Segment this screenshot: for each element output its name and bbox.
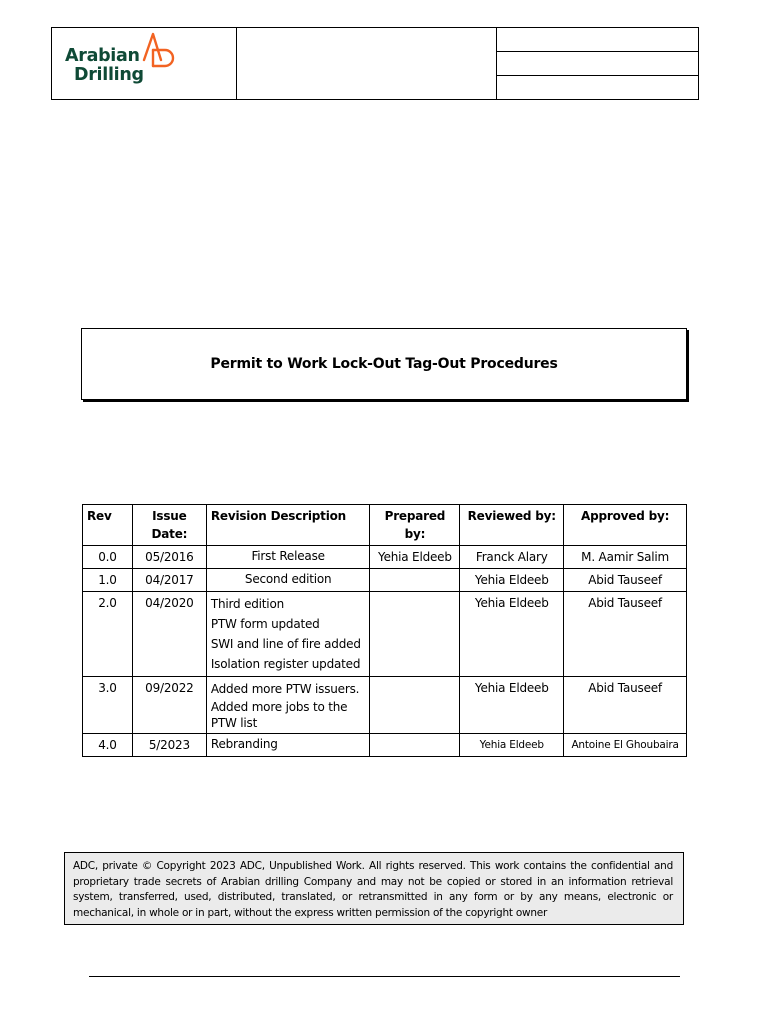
description-line: PTW list xyxy=(210,716,258,730)
cell-reviewed-by: Yehia Eldeeb xyxy=(460,569,564,592)
cell-description xyxy=(206,677,370,734)
logo-line-2: Drilling xyxy=(74,65,144,85)
description-line: Rebranding xyxy=(210,737,278,751)
description-line: Second edition xyxy=(244,572,332,586)
header-middle-cell xyxy=(237,28,497,99)
company-logo-text xyxy=(65,47,144,85)
header-info-row xyxy=(497,28,698,52)
cell-issue-date: 04/2017 xyxy=(132,569,206,592)
column-header-prepared-by: Prepared by: xyxy=(370,505,460,546)
cell-description xyxy=(206,569,370,592)
logo-mark-icon xyxy=(139,30,179,70)
description-line: Isolation register updated xyxy=(210,657,361,671)
document-title: Permit to Work Lock-Out Tag-Out Procedures xyxy=(210,356,558,372)
document-header xyxy=(51,27,699,100)
column-header-approved-by: Approved by: xyxy=(564,505,687,546)
description-line: PTW form updated xyxy=(210,617,320,631)
description-line: First Release xyxy=(251,549,325,563)
cell-prepared-by: Yehia Eldeeb xyxy=(370,546,460,569)
column-header-reviewed-by: Reviewed by: xyxy=(460,505,564,546)
cell-issue-date: 09/2022 xyxy=(132,677,206,734)
logo-cell xyxy=(52,28,237,99)
cell-issue-date: 04/2020 xyxy=(132,592,206,677)
description-line: SWI and line of fire added xyxy=(210,637,361,651)
cell-prepared-by xyxy=(370,677,460,734)
description-line: Added more jobs to the xyxy=(210,700,348,714)
table-header-row xyxy=(83,505,687,546)
revision-history-table xyxy=(82,504,687,757)
cell-approved-by: M. Aamir Salim xyxy=(564,546,687,569)
description-line: Added more PTW issuers. xyxy=(210,682,360,696)
table-row xyxy=(83,569,687,592)
cell-rev: 4.0 xyxy=(83,734,133,757)
cell-prepared-by xyxy=(370,569,460,592)
cell-prepared-by xyxy=(370,592,460,677)
cell-prepared-by xyxy=(370,734,460,757)
cell-approved-by: Abid Tauseef xyxy=(564,569,687,592)
header-right-cell xyxy=(497,28,698,99)
copyright-notice: ADC, private © Copyright 2023 ADC, Unpublished Work. All rights reserved. This work contains the confidential and proprietary trade secrets of Arabian drilling Company and may not be copied or stored in an information retrieval system, transferred, used, distributed, translated, or retransmitted in any form or by any means, electronic or mechanical, in whole or in part, without the express written permission of the copyright owner xyxy=(64,852,684,925)
table-row xyxy=(83,734,687,757)
column-header-rev: Rev xyxy=(83,505,133,546)
cell-description xyxy=(206,592,370,677)
cell-approved-by: Antoine El Ghoubaira xyxy=(564,734,687,757)
description-line: Third edition xyxy=(210,597,284,611)
cell-rev: 2.0 xyxy=(83,592,133,677)
cell-rev: 1.0 xyxy=(83,569,133,592)
cell-issue-date: 5/2023 xyxy=(132,734,206,757)
cell-description xyxy=(206,546,370,569)
cell-rev: 3.0 xyxy=(83,677,133,734)
cell-reviewed-by: Yehia Eldeeb xyxy=(460,677,564,734)
cell-approved-by: Abid Tauseef xyxy=(564,592,687,677)
cell-reviewed-by: Yehia Eldeeb xyxy=(460,734,564,757)
document-title-box xyxy=(81,328,687,400)
table-row xyxy=(83,592,687,677)
cell-description xyxy=(206,734,370,757)
cell-rev: 0.0 xyxy=(83,546,133,569)
table-row xyxy=(83,677,687,734)
column-header-issue-date: Issue Date: xyxy=(132,505,206,546)
table-row xyxy=(83,546,687,569)
header-info-row xyxy=(497,76,698,99)
cell-reviewed-by: Yehia Eldeeb xyxy=(460,592,564,677)
cell-reviewed-by: Franck Alary xyxy=(460,546,564,569)
logo-line-1: Arabian xyxy=(65,46,140,66)
header-info-row xyxy=(497,52,698,76)
footer-divider xyxy=(89,976,680,977)
cell-issue-date: 05/2016 xyxy=(132,546,206,569)
column-header-description: Revision Description xyxy=(206,505,370,546)
cell-approved-by: Abid Tauseef xyxy=(564,677,687,734)
